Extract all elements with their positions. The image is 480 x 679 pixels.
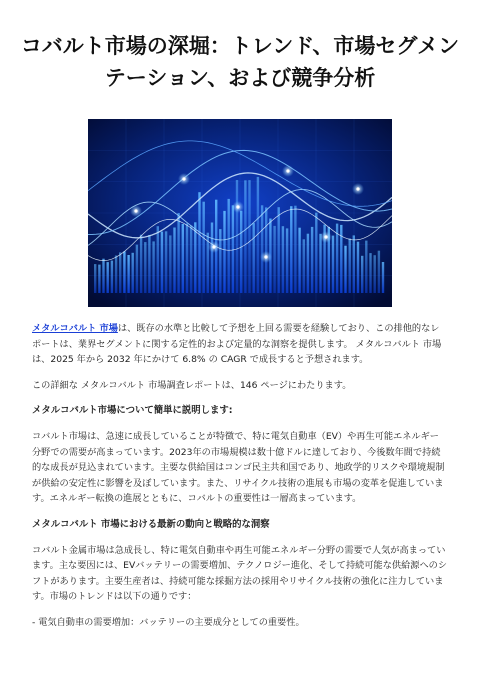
hero-bar — [127, 255, 129, 293]
hero-bar — [244, 180, 246, 293]
hero-bar — [265, 207, 267, 293]
trend-bullet: - 電気自動車の需要増加：バッテリーの主要成分としての重要性。 — [32, 616, 305, 628]
hero-bar — [186, 224, 188, 294]
hero-bar — [198, 192, 200, 293]
hero-bar — [157, 226, 159, 293]
title-line-2: テーション、および競争分析 — [104, 66, 376, 90]
hero-bar — [361, 256, 363, 293]
hero-bar — [353, 235, 355, 293]
hero-chart-image — [88, 119, 392, 307]
document-title — [20, 30, 460, 94]
hero-bar — [278, 207, 280, 293]
hero-bar — [169, 235, 171, 293]
hero-bar — [228, 199, 230, 293]
hero-bar — [369, 253, 371, 293]
hero-dot — [324, 235, 327, 238]
hero-bar — [219, 229, 221, 293]
market-link[interactable]: メタルコバルト 市場 — [32, 323, 118, 334]
hero-bar — [102, 259, 104, 293]
hero-bar — [340, 225, 342, 293]
hero-bar — [161, 232, 163, 293]
section1-body: コバルト市場は、急速に成長していることが特徴で、特に電気自動車（EV）や再生可能エネルギー分野での需要が高まっています。2023年の市場規模は数十億ドルに達しており、今後数年間で持続的な成長が見込まれています。主要な供給国はコンゴ民主共和国であり、地政学的リスクや環境規制が供給の安定性に影響を及ぼしています。また、リサイクル技術の進展も市場の変革を促進しています。エネルギー転換の進展とともに、コバルトの重要性は一層高まっています。 — [32, 431, 445, 504]
hero-dot — [182, 177, 185, 180]
hero-bar — [203, 202, 205, 293]
hero-bar — [148, 235, 150, 293]
section1-heading: メタルコバルト市場について簡単に説明します: — [32, 405, 233, 416]
hero-bar — [182, 224, 184, 293]
hero-bar — [315, 213, 317, 293]
hero-bar — [319, 234, 321, 293]
hero-bar — [98, 265, 100, 293]
hero-bar — [248, 180, 250, 293]
hero-bar — [223, 211, 225, 293]
hero-bar — [190, 226, 192, 294]
hero-dot — [264, 255, 267, 258]
hero-bar — [378, 251, 380, 293]
hero-bar — [286, 228, 288, 293]
hero-bar — [344, 246, 346, 293]
hero-bar — [173, 228, 175, 294]
hero-bar — [107, 262, 109, 293]
article-body — [32, 321, 448, 630]
hero-dot — [236, 205, 239, 208]
pages-note: この詳細な メタルコバルト 市場調査レポートは、146 ページにわたります。 — [32, 379, 352, 391]
hero-bar — [290, 206, 292, 293]
hero-bar — [261, 205, 263, 293]
hero-bar — [374, 255, 376, 293]
hero-bar — [303, 239, 305, 293]
hero-dot — [356, 187, 359, 190]
hero-dot — [212, 245, 215, 248]
hero-bar — [136, 245, 138, 293]
hero-bar — [119, 252, 121, 293]
hero-bar — [365, 241, 367, 293]
title-line-1: コバルト市場の深堀：トレンド、市場セグメン — [20, 34, 460, 58]
hero-bar — [115, 256, 117, 294]
intro-paragraph — [32, 321, 448, 368]
hero-bar — [111, 261, 113, 293]
hero-bar — [332, 236, 334, 293]
hero-bar — [282, 226, 284, 293]
hero-dot — [134, 209, 137, 212]
hero-bar — [349, 239, 351, 294]
hero-bar — [311, 227, 313, 293]
hero-bar — [140, 235, 142, 293]
hero-bar — [165, 231, 167, 293]
hero-bar — [307, 234, 309, 293]
hero-bar — [177, 213, 179, 293]
section2-body: コバルト金属市場は急成長し、特に電気自動車や再生可能エネルギー分野の需要で人気が高まっています。主な要因には、EVバッテリーの需要増加、テクノロジー進化、そして持続可能な供給源へのシフトがあります。主要生産者は、持続可能な採掘方法の採用やリサイクル技術の強化に注力しています。市場のトレンドは以下の通りです： — [32, 544, 448, 602]
hero-bar — [232, 205, 234, 293]
intro-text: は、既存の水準と比較して予想を上回る需要を経験しており、この排他的なレポートは、業界セグメントに関する定性的および定量的な洞察を提供します。 メタルコバルト 市場は、2025 年から 2032 年にかけて 6.8% の CAGR で成長すると予想されます。 — [32, 323, 442, 365]
hero-bar — [240, 211, 242, 293]
hero-bar — [211, 223, 213, 294]
hero-bar — [298, 228, 300, 293]
hero-bar — [144, 242, 146, 293]
hero-bar — [132, 253, 134, 293]
hero-dot — [286, 169, 289, 172]
section2-heading: メタルコバルト 市場における最新の動向と戦略的な洞察 — [32, 518, 270, 530]
hero-bar — [273, 226, 275, 293]
hero-chart-graphic — [88, 119, 392, 307]
hero-bar — [294, 206, 296, 293]
hero-bar — [253, 223, 255, 293]
hero-bar — [382, 262, 384, 293]
hero-bar — [357, 242, 359, 293]
hero-bar — [194, 222, 196, 293]
hero-bar — [123, 251, 125, 293]
hero-bar — [236, 180, 238, 293]
hero-bar — [152, 241, 154, 293]
hero-bar — [94, 264, 96, 293]
